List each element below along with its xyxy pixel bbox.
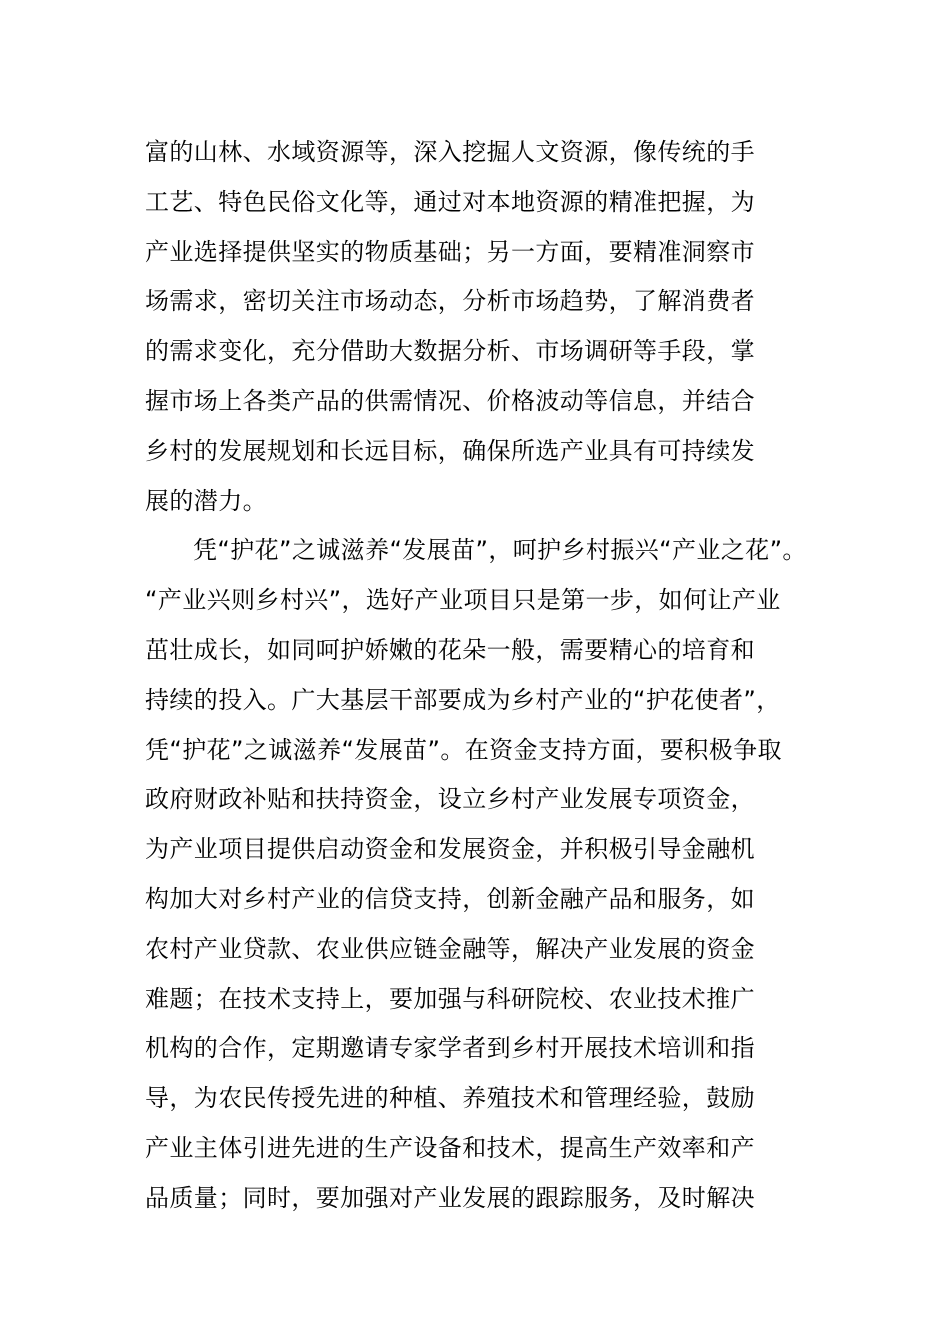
text-line: 为产业项目提供启动资金和发展资金，并积极引导金融机 — [145, 835, 755, 864]
text-line-first: 凭“护花”之诚滋养“发展苗”，呵护乡村振兴“产业之花”。 — [193, 536, 807, 565]
text-line: 富的山林、水域资源等，深入挖掘人文资源，像传统的手 — [145, 138, 755, 166]
text-line: 政府财政补贴和扶持资金，设立乡村产业发展专项资金， — [145, 785, 755, 814]
text-line: 工艺、特色民俗文化等，通过对本地资源的精准把握，为 — [145, 187, 755, 216]
text-line: 构加大对乡村产业的信贷支持，创新金融产品和服务，如 — [145, 884, 755, 913]
document-body — [145, 128, 825, 1224]
text-line: 难题；在技术支持上，要加强与科研院校、农业技术推广 — [145, 984, 755, 1013]
text-line: “产业兴则乡村兴”，选好产业项目只是第一步，如何让产业 — [145, 586, 781, 615]
text-line: 茁壮成长，如同呵护娇嫩的花朵一般，需要精心的培育和 — [145, 635, 755, 664]
text-line: 农村产业贷款、农业供应链金融等，解决产业发展的资金 — [145, 934, 755, 963]
paragraph-2 — [145, 526, 825, 1223]
text-line: 的需求变化，充分借助大数据分析、市场调研等手段，掌 — [145, 337, 755, 366]
text-line: 持续的投入。广大基层干部要成为乡村产业的“护花使者”， — [145, 685, 781, 714]
text-line: 产业主体引进先进的生产设备和技术，提高生产效率和产 — [145, 1133, 755, 1162]
text-line: 场需求，密切关注市场动态，分析市场趋势，了解消费者 — [145, 287, 755, 316]
text-line: 产业选择提供坚实的物质基础；另一方面，要精准洞察市 — [145, 237, 755, 266]
text-line: 握市场上各类产品的供需情况、价格波动等信息，并结合 — [145, 386, 755, 415]
text-line: 导，为农民传授先进的种植、养殖技术和管理经验，鼓励 — [145, 1084, 755, 1113]
paragraph-1 — [145, 128, 825, 526]
text-line: 品质量；同时，要加强对产业发展的跟踪服务，及时解决 — [145, 1183, 755, 1212]
text-line: 展的潜力。 — [145, 486, 267, 515]
text-line: 乡村的发展规划和长远目标，确保所选产业具有可持续发 — [145, 436, 755, 465]
text-line: 机构的合作，定期邀请专家学者到乡村开展技术培训和指 — [145, 1034, 755, 1063]
text-line: 凭“护花”之诚滋养“发展苗”。在资金支持方面，要积极争取 — [145, 735, 782, 764]
